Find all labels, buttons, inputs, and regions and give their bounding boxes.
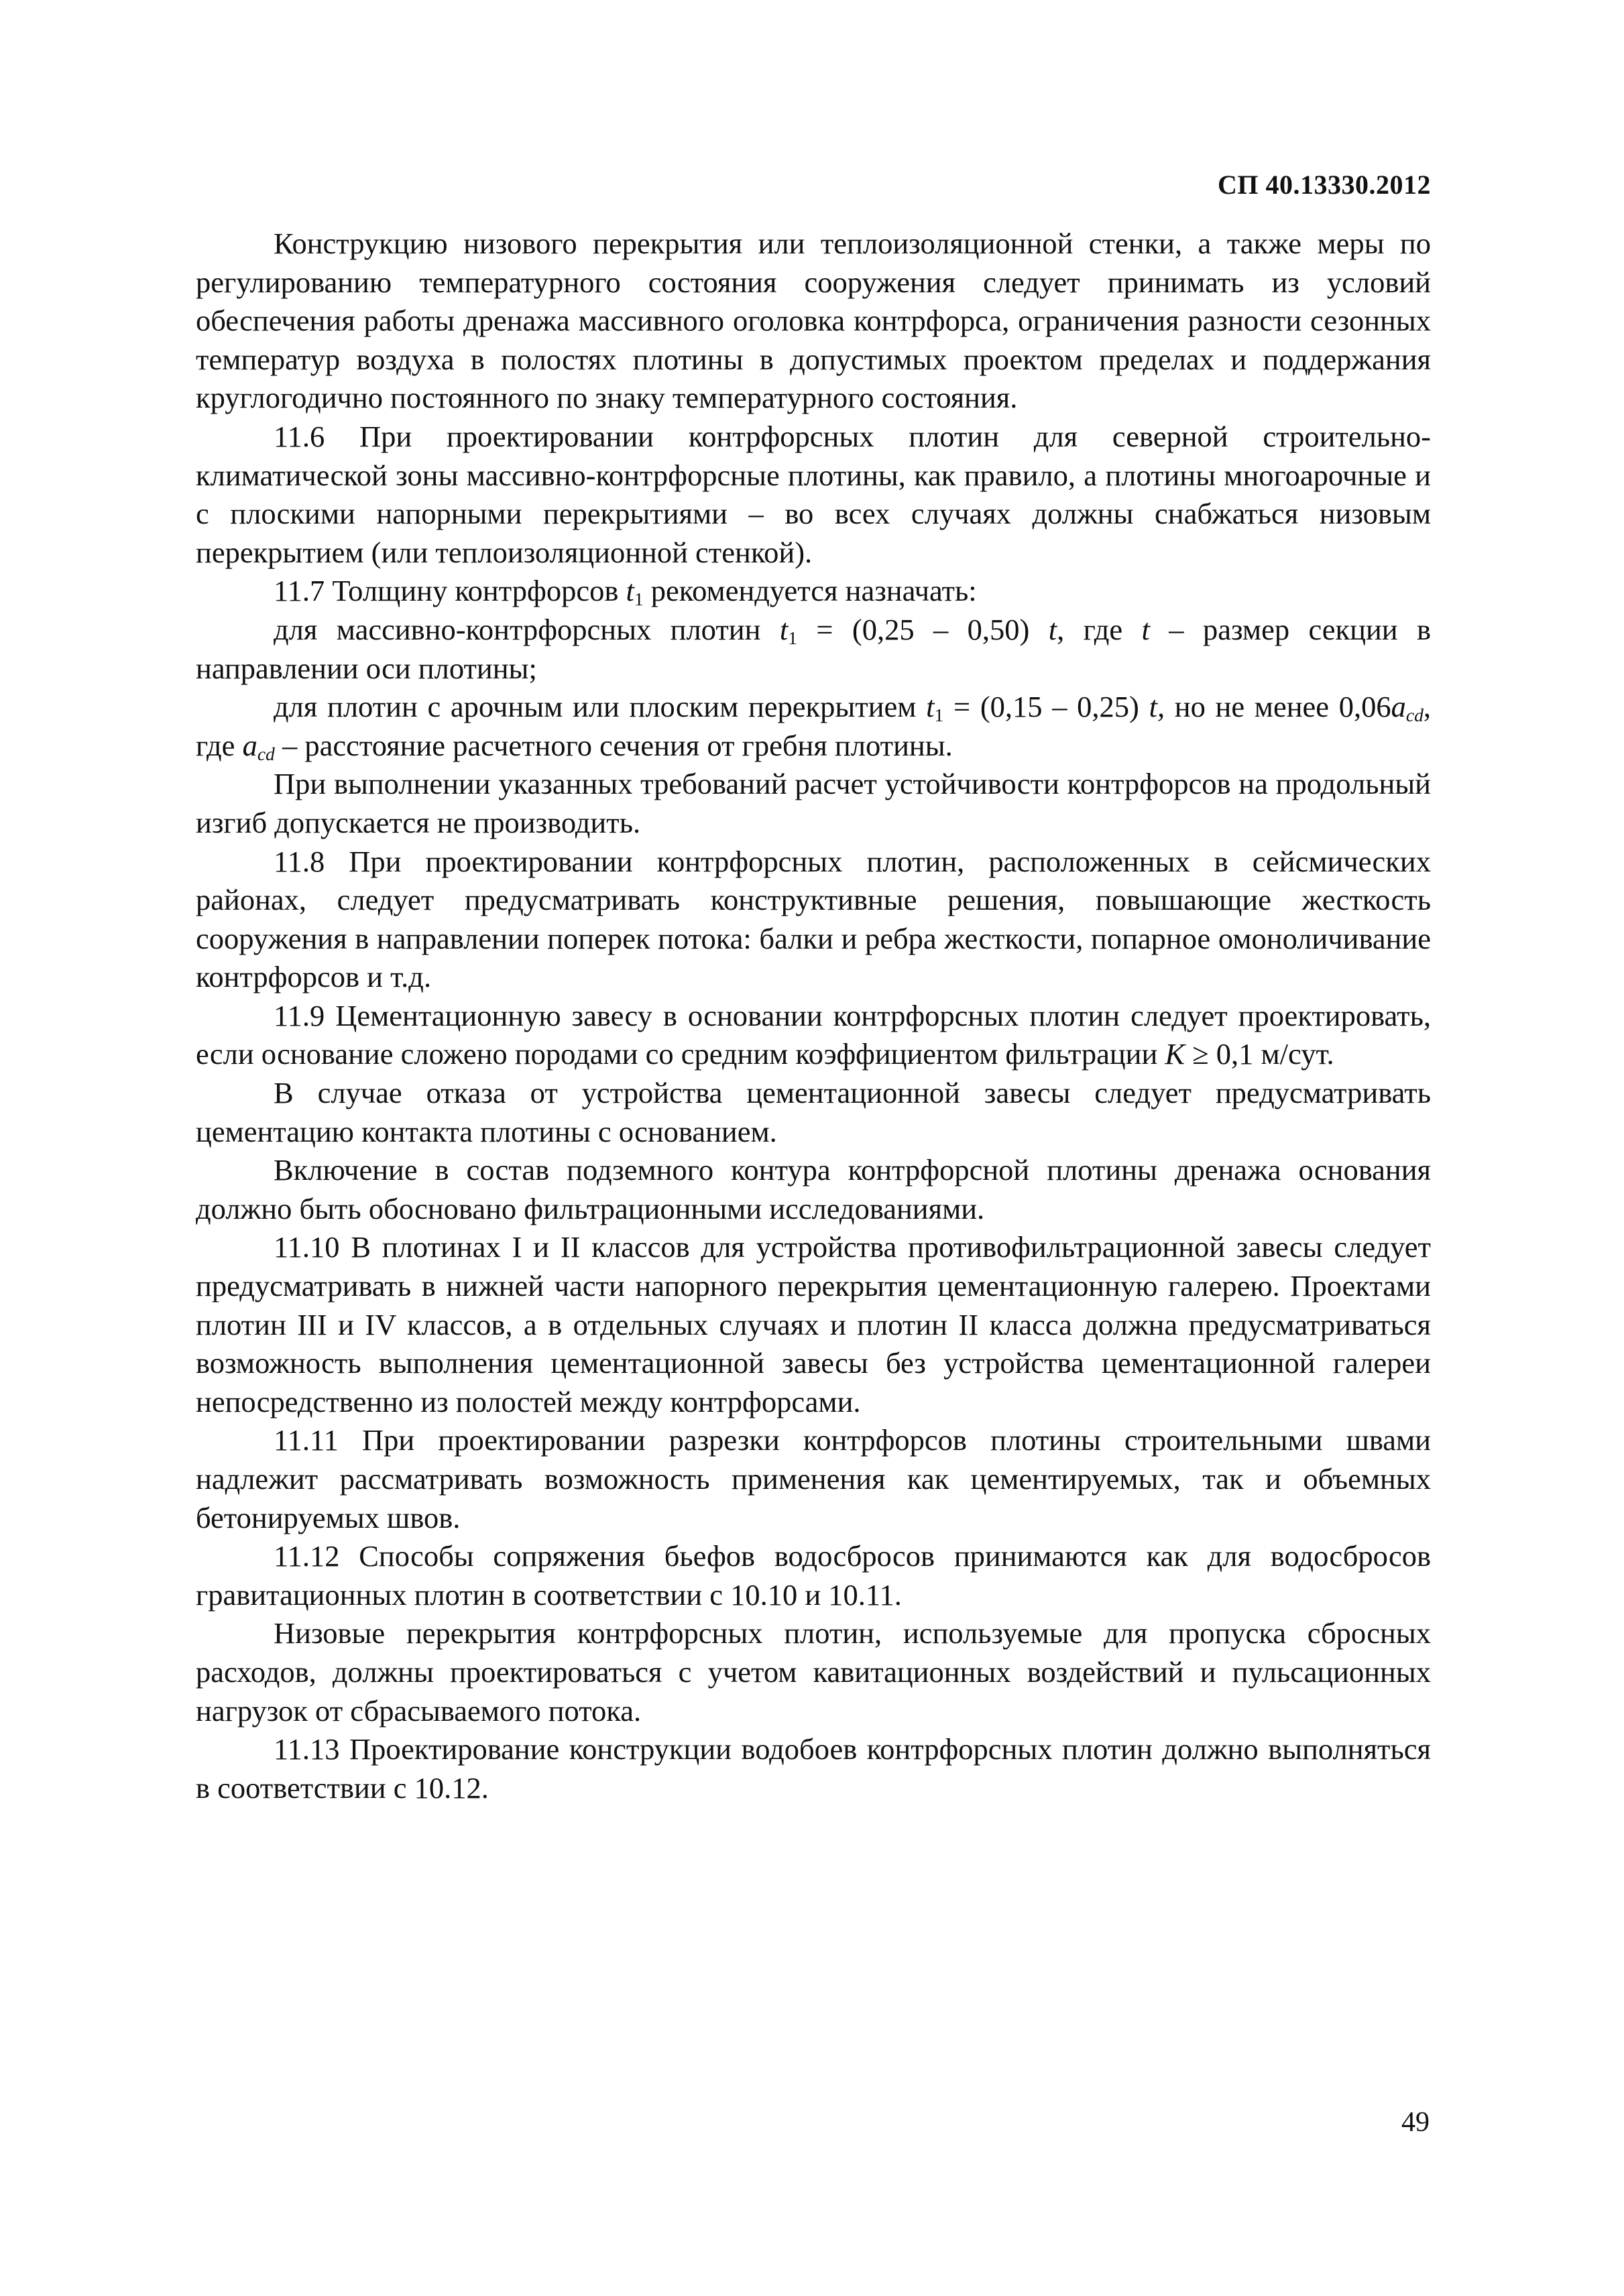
document-body xyxy=(196,225,1431,1807)
page-number: 49 xyxy=(1401,2107,1430,2138)
paragraph-stability-note: При выполнении указанных требований расчет устойчивости контрфорсов на продольный изгиб допускается не производить. xyxy=(196,767,1431,839)
paragraph-intro: Конструкцию низового перекрытия или теплоизоляционной стенки, а также меры по регулированию температурного состояния сооружения следует принимать из условий обеспечения работы дренажа массивного оголовка контрфорса, ограничения разности сезонных температур воздуха в полостях плотины в допустимых проектом пределах и поддержания круглогодично постоянного по знаку температурного состояния. xyxy=(196,227,1431,415)
paragraph-11-12: 11.12 Способы сопряжения бьефов водосбросов принимаются как для водосбросов гравитационных плотин в соответствии с 10.10 и 10.11. xyxy=(196,1539,1431,1612)
paragraph-grout-refusal: В случае отказа от устройства цементационной завесы следует предусматривать цементацию контакта плотины с основанием. xyxy=(196,1076,1431,1148)
paragraph-11-6: 11.6 При проектировании контрфорсных плотин для северной строительно-климатической зоны массивно-контрфорсные плотины, как правило, а плотины многоарочные и с плоскими напорными перекрытиями – во всех случаях должны снабжаться низовым перекрытием (или теплоизоляционной стенкой). xyxy=(196,419,1431,569)
paragraph-11-8: 11.8 При проектировании контрфорсных плотин, расположенных в сейсмических районах, следует предусматривать конструктивные решения, повышающие жесткость сооружения в направлении поперек потока: балки и ребра жесткости, попарное омоноличивание контрфорсов и т.д. xyxy=(196,844,1431,994)
paragraph-11-11: 11.11 При проектировании разрезки контрфорсов плотины строительными швами надлежит рассматривать возможность применения как цементируемых, так и объемных бетонируемых швов. xyxy=(196,1423,1431,1534)
paragraph-downstream-overlays: Низовые перекрытия контрфорсных плотин, используемые для пропуска сбросных расходов, должны проектироваться с учетом кавитационных воздействий и пульсационных нагрузок от сбрасываемого потока. xyxy=(196,1616,1431,1728)
paragraph-11-10: 11.10 В плотинах I и II классов для устройства противофильтрационной завесы следует предусматривать в нижней части напорного перекрытия цементационную галерею. Проектами плотин III и IV классов, а в отдельных случаях и плотин II класса должна предусматриваться возможность выполнения цементационной завесы без устройства цементационной галереи непосредственно из полостей между контрфорсами. xyxy=(196,1230,1431,1418)
paragraph-massive-buttress: для массивно-контрфорсных плотин $t_1 = (0,25 - 0,50)$ t, где t – размер секции в направлении оси плотины; xyxy=(196,612,1431,685)
paragraph-11-7: 11.7 Толщину контрфорсов $t_1$ рекомендуется назначать: xyxy=(274,574,977,610)
paragraph-11-9: 11.9 Цементационную завесу в основании контрфорсных плотин следует проектировать, если основание сложено породами со средним коэффициентом фильтрации K ≥ 0,1 м/сут. xyxy=(196,998,1431,1071)
paragraph-11-13: 11.13 Проектирование конструкции водобоев контрфорсных плотин должно выполняться в соответствии с 10.12. xyxy=(196,1732,1431,1805)
document-code-header: СП 40.13330.2012 xyxy=(1218,170,1431,200)
paragraph-drainage: Включение в состав подземного контура контрфорсной плотины дренажа основания должно быть обосновано фильтрационными исследованиями. xyxy=(196,1153,1431,1225)
paragraph-arched-flat: для плотин с арочным или плоским перекрытием $t_1 = (0,15 - 0,25)$ t, но не менее $0,06a_{cd}$, где $a_{cd}$ – расстояние расчетного сечения от гребня плотины. xyxy=(196,690,1432,764)
